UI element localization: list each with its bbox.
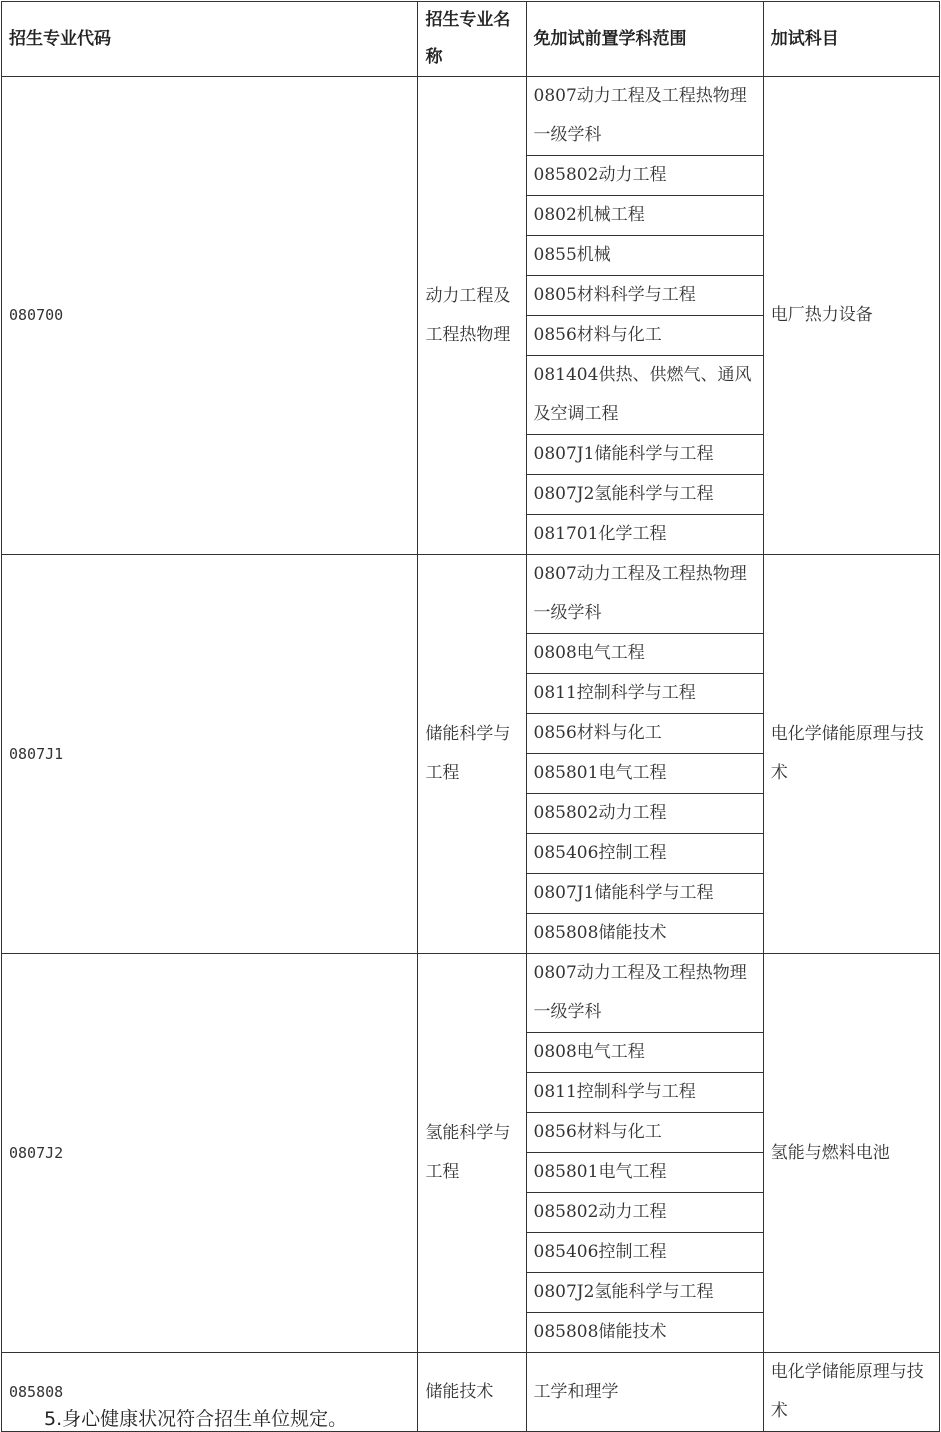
additional-exam: 氢能与燃料电池 (763, 954, 939, 1353)
prerequisite-subject: 0807J2氢能科学与工程 (526, 475, 763, 515)
prerequisite-subject: 0807动力工程及工程热物理一级学科 (526, 555, 763, 634)
prerequisite-subject: 085801电气工程 (526, 754, 763, 794)
program-name: 储能技术 (418, 1353, 526, 1432)
prerequisite-subject: 081701化学工程 (526, 515, 763, 555)
prerequisite-subject: 0807J2氢能科学与工程 (526, 1273, 763, 1313)
prerequisite-subject: 0808电气工程 (526, 634, 763, 674)
additional-exam: 电化学储能原理与技术 (763, 555, 939, 954)
prerequisite-subject: 0805材料科学与工程 (526, 276, 763, 316)
prerequisite-subject: 0807J1储能科学与工程 (526, 874, 763, 914)
table-row (2, 555, 940, 634)
admission-table (1, 1, 940, 1432)
prerequisite-subject: 0811控制科学与工程 (526, 1073, 763, 1113)
program-code: 080700 (2, 77, 418, 555)
footer-note: 5.身心健康状况符合招生单位规定。 (44, 1408, 348, 1430)
header-code: 招生专业代码 (2, 2, 418, 77)
table-row (2, 954, 940, 1033)
program-code: 0807J2 (2, 954, 418, 1353)
prerequisite-subject: 085801电气工程 (526, 1153, 763, 1193)
header-name: 招生专业名称 (418, 2, 526, 77)
prerequisite-subject: 085802动力工程 (526, 1193, 763, 1233)
program-code: 0807J1 (2, 555, 418, 954)
prerequisite-subject: 081404供热、供燃气、通风及空调工程 (526, 356, 763, 435)
additional-exam: 电厂热力设备 (763, 77, 939, 555)
prerequisite-subject: 085808储能技术 (526, 914, 763, 954)
prerequisite-subject: 0856材料与化工 (526, 714, 763, 754)
prerequisite-subject: 0802机械工程 (526, 196, 763, 236)
prerequisite-subject: 085802动力工程 (526, 794, 763, 834)
prerequisite-subject: 085808储能技术 (526, 1313, 763, 1353)
program-name: 动力工程及工程热物理 (418, 77, 526, 555)
table-body (2, 77, 940, 1432)
prerequisite-subject: 0811控制科学与工程 (526, 674, 763, 714)
prerequisite-subject: 0855机械 (526, 236, 763, 276)
table-row (2, 77, 940, 156)
additional-exam: 电化学储能原理与技术 (763, 1353, 939, 1432)
prerequisite-subject: 0807动力工程及工程热物理一级学科 (526, 77, 763, 156)
prerequisite-subject: 0808电气工程 (526, 1033, 763, 1073)
program-code: 085808 (2, 1353, 418, 1432)
header-range: 免加试前置学科范围 (526, 2, 763, 77)
prerequisite-subject: 0807动力工程及工程热物理一级学科 (526, 954, 763, 1033)
program-name: 储能科学与工程 (418, 555, 526, 954)
prerequisite-subject: 085406控制工程 (526, 1233, 763, 1273)
program-name: 氢能科学与工程 (418, 954, 526, 1353)
table-header-row (2, 2, 940, 77)
prerequisite-subject: 0807J1储能科学与工程 (526, 435, 763, 475)
prerequisite-subject: 0856材料与化工 (526, 316, 763, 356)
header-exam: 加试科目 (763, 2, 939, 77)
prerequisite-subject: 0856材料与化工 (526, 1113, 763, 1153)
prerequisite-subject: 085802动力工程 (526, 156, 763, 196)
prerequisite-subject: 085406控制工程 (526, 834, 763, 874)
prerequisite-subject: 工学和理学 (526, 1353, 763, 1432)
